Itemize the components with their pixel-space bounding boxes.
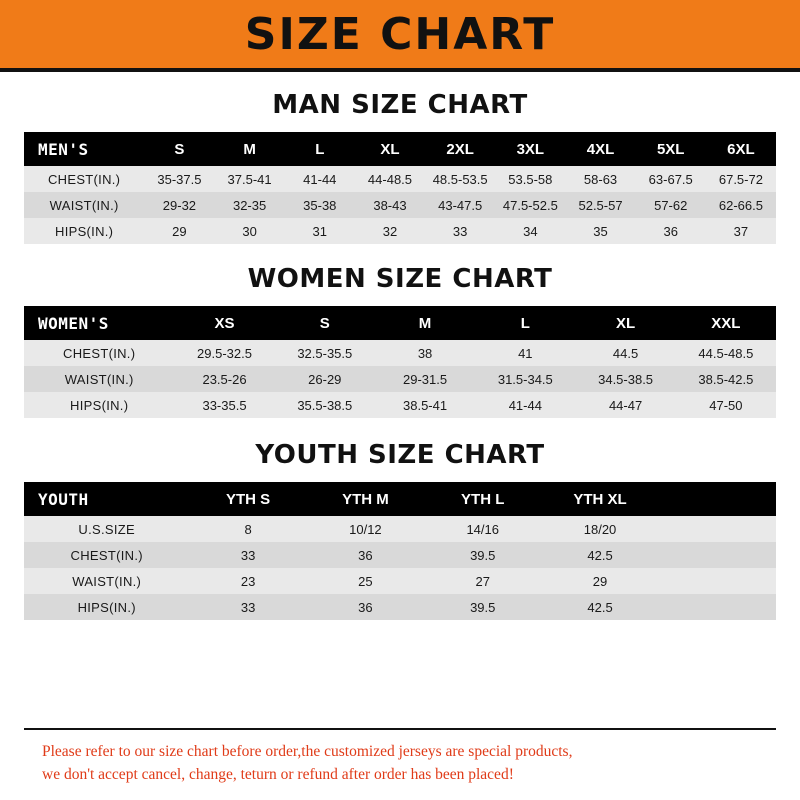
men-hips-m: 30 xyxy=(215,218,285,244)
women-row-hips-label: HIPS(IN.) xyxy=(24,392,174,418)
youth-section-title: YOUTH SIZE CHART xyxy=(255,440,545,470)
youth-waist-empty xyxy=(659,568,776,594)
page-title: SIZE CHART xyxy=(244,9,556,60)
men-row-hips-label: HIPS(IN.) xyxy=(24,218,144,244)
men-waist-m: 32-35 xyxy=(215,192,285,218)
youth-waist-m: 25 xyxy=(307,568,424,594)
youth-row-chest-label: CHEST(IN.) xyxy=(24,542,189,568)
women-header-xs: XS xyxy=(174,306,274,340)
men-hips-6xl: 37 xyxy=(706,218,776,244)
men-chest-l: 41-44 xyxy=(285,166,355,192)
youth-ussize-s: 8 xyxy=(189,516,306,542)
men-row-chest-label: CHEST(IN.) xyxy=(24,166,144,192)
women-waist-xs: 23.5-26 xyxy=(174,366,274,392)
youth-row-ussize-label: U.S.SIZE xyxy=(24,516,189,542)
women-chest-m: 38 xyxy=(375,340,475,366)
men-header-label: MEN'S xyxy=(24,132,144,166)
men-header-4xl: 4XL xyxy=(565,132,635,166)
table-header-row xyxy=(24,482,776,516)
table-header-row xyxy=(24,132,776,166)
women-size-table xyxy=(24,306,776,418)
women-waist-xl: 34.5-38.5 xyxy=(575,366,675,392)
men-header-5xl: 5XL xyxy=(636,132,706,166)
youth-chest-l: 39.5 xyxy=(424,542,541,568)
content-area xyxy=(0,72,800,800)
men-hips-3xl: 34 xyxy=(495,218,565,244)
women-chest-xs: 29.5-32.5 xyxy=(174,340,274,366)
men-header-2xl: 2XL xyxy=(425,132,495,166)
youth-hips-empty xyxy=(659,594,776,620)
youth-ussize-empty xyxy=(659,516,776,542)
youth-header-s: YTH S xyxy=(189,482,306,516)
men-hips-5xl: 36 xyxy=(636,218,706,244)
men-header-s: S xyxy=(144,132,214,166)
women-hips-s: 35.5-38.5 xyxy=(275,392,375,418)
men-waist-3xl: 47.5-52.5 xyxy=(495,192,565,218)
men-waist-s: 29-32 xyxy=(144,192,214,218)
table-row xyxy=(24,340,776,366)
women-waist-s: 26-29 xyxy=(275,366,375,392)
youth-header-xl: YTH XL xyxy=(541,482,658,516)
men-header-3xl: 3XL xyxy=(495,132,565,166)
women-header-l: L xyxy=(475,306,575,340)
men-hips-4xl: 35 xyxy=(565,218,635,244)
youth-chest-empty xyxy=(659,542,776,568)
men-chest-m: 37.5-41 xyxy=(215,166,285,192)
women-chest-xxl: 44.5-48.5 xyxy=(676,340,776,366)
youth-row-hips-label: HIPS(IN.) xyxy=(24,594,189,620)
youth-waist-l: 27 xyxy=(424,568,541,594)
men-chest-6xl: 67.5-72 xyxy=(706,166,776,192)
women-waist-xxl: 38.5-42.5 xyxy=(676,366,776,392)
table-row xyxy=(24,366,776,392)
footer-disclaimer xyxy=(24,728,776,800)
women-hips-xl: 44-47 xyxy=(575,392,675,418)
men-header-6xl: 6XL xyxy=(706,132,776,166)
women-waist-l: 31.5-34.5 xyxy=(475,366,575,392)
men-waist-4xl: 52.5-57 xyxy=(565,192,635,218)
women-hips-m: 38.5-41 xyxy=(375,392,475,418)
women-row-chest-label: CHEST(IN.) xyxy=(24,340,174,366)
women-chest-l: 41 xyxy=(475,340,575,366)
men-waist-5xl: 57-62 xyxy=(636,192,706,218)
men-waist-xl: 38-43 xyxy=(355,192,425,218)
youth-header-m: YTH M xyxy=(307,482,424,516)
youth-header-label: YOUTH xyxy=(24,482,189,516)
men-chest-5xl: 63-67.5 xyxy=(636,166,706,192)
table-row xyxy=(24,516,776,542)
women-row-waist-label: WAIST(IN.) xyxy=(24,366,174,392)
men-chest-4xl: 58-63 xyxy=(565,166,635,192)
women-waist-m: 29-31.5 xyxy=(375,366,475,392)
footer-line-2: we don't accept cancel, change, teturn or refund after order has been placed! xyxy=(42,765,514,783)
women-chest-xl: 44.5 xyxy=(575,340,675,366)
youth-hips-s: 33 xyxy=(189,594,306,620)
table-row xyxy=(24,192,776,218)
men-header-m: M xyxy=(215,132,285,166)
table-row xyxy=(24,594,776,620)
women-section-title: WOMEN SIZE CHART xyxy=(247,264,553,294)
men-chest-s: 35-37.5 xyxy=(144,166,214,192)
women-hips-xs: 33-35.5 xyxy=(174,392,274,418)
men-size-table xyxy=(24,132,776,244)
men-section-title: MAN SIZE CHART xyxy=(272,90,528,120)
men-hips-s: 29 xyxy=(144,218,214,244)
men-waist-2xl: 43-47.5 xyxy=(425,192,495,218)
youth-waist-s: 23 xyxy=(189,568,306,594)
men-chest-xl: 44-48.5 xyxy=(355,166,425,192)
table-row xyxy=(24,218,776,244)
youth-hips-l: 39.5 xyxy=(424,594,541,620)
women-chest-s: 32.5-35.5 xyxy=(275,340,375,366)
youth-row-waist-label: WAIST(IN.) xyxy=(24,568,189,594)
page-banner xyxy=(0,0,800,72)
table-row xyxy=(24,392,776,418)
men-hips-2xl: 33 xyxy=(425,218,495,244)
youth-ussize-m: 10/12 xyxy=(307,516,424,542)
youth-chest-xl: 42.5 xyxy=(541,542,658,568)
men-header-xl: XL xyxy=(355,132,425,166)
youth-size-table xyxy=(24,482,776,620)
women-header-xxl: XXL xyxy=(676,306,776,340)
men-waist-l: 35-38 xyxy=(285,192,355,218)
youth-chest-m: 36 xyxy=(307,542,424,568)
youth-ussize-xl: 18/20 xyxy=(541,516,658,542)
youth-chest-s: 33 xyxy=(189,542,306,568)
table-row xyxy=(24,166,776,192)
youth-hips-m: 36 xyxy=(307,594,424,620)
youth-header-l: YTH L xyxy=(424,482,541,516)
women-hips-l: 41-44 xyxy=(475,392,575,418)
men-row-waist-label: WAIST(IN.) xyxy=(24,192,144,218)
men-hips-xl: 32 xyxy=(355,218,425,244)
men-hips-l: 31 xyxy=(285,218,355,244)
youth-header-empty xyxy=(659,482,776,516)
table-row xyxy=(24,568,776,594)
youth-hips-xl: 42.5 xyxy=(541,594,658,620)
women-header-xl: XL xyxy=(575,306,675,340)
table-row xyxy=(24,542,776,568)
women-hips-xxl: 47-50 xyxy=(676,392,776,418)
men-header-l: L xyxy=(285,132,355,166)
youth-waist-xl: 29 xyxy=(541,568,658,594)
women-header-label: WOMEN'S xyxy=(24,306,174,340)
men-chest-3xl: 53.5-58 xyxy=(495,166,565,192)
youth-ussize-l: 14/16 xyxy=(424,516,541,542)
women-header-s: S xyxy=(275,306,375,340)
women-header-m: M xyxy=(375,306,475,340)
footer-line-1: Please refer to our size chart before order,the customized jerseys are special products, xyxy=(42,742,573,760)
table-header-row xyxy=(24,306,776,340)
men-waist-6xl: 62-66.5 xyxy=(706,192,776,218)
men-chest-2xl: 48.5-53.5 xyxy=(425,166,495,192)
